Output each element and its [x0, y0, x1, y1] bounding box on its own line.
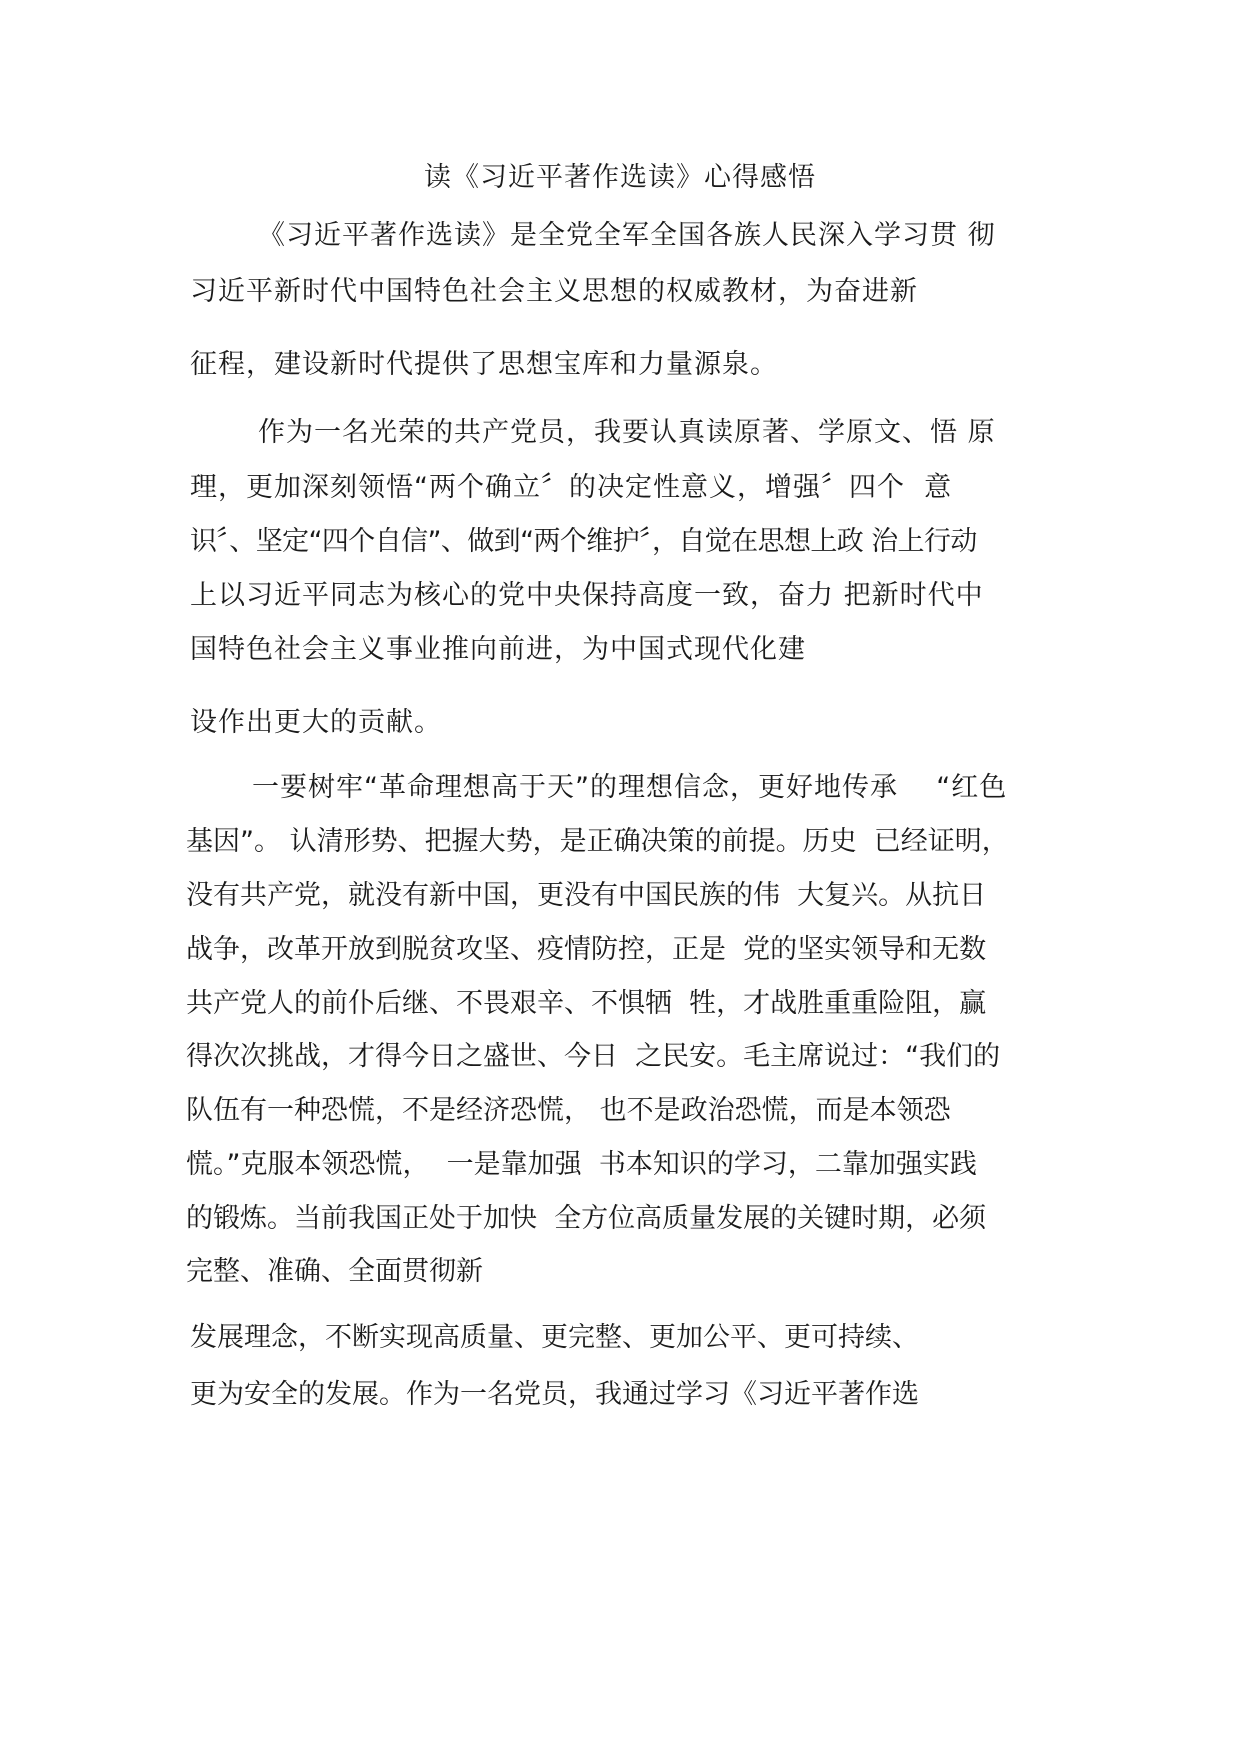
body-line: 共产党人的前仆后继、不畏艰辛、不惧牺 牲，才战胜重重险阻，赢: [186, 988, 987, 1019]
body-line: 完整、准确、全面贯彻新: [186, 1256, 483, 1287]
body-line: 习近平新时代中国特色社会主义思想的权威教材，为奋进新: [190, 276, 918, 307]
body-line: 队伍有一种恐慌，不是经济恐慌， 也不是政治恐慌，而是本领恐: [186, 1095, 951, 1126]
body-line: 征程，建设新时代提供了思想宝库和力量源泉。: [190, 349, 778, 380]
body-line: 慌。”克服本领恐慌， 一是靠加强 书本知识的学习，二靠加强实践: [186, 1149, 977, 1180]
body-line: 理，更加深刻领悟“两个确立〞的决定性意义，增强〞四个 意: [190, 472, 953, 503]
body-line: 的锻炼。当前我国正处于加快 全方位高质量发展的关键时期，必须: [186, 1203, 987, 1234]
body-line: 一要树牢“革命理想高于天”的理想信念，更好地传承 “红色: [252, 772, 1008, 803]
body-line: 没有共产党，就没有新中国，更没有中国民族的伟 大复兴。从抗日: [186, 880, 987, 911]
document-title: 读《习近平著作选读》心得感悟: [424, 162, 816, 193]
body-line: 发展理念，不断实现高质量、更完整、更加公平、更可持续、: [190, 1322, 919, 1353]
body-line: 基因”。 认清形势、把握大势，是正确决策的前提。历史 已经证明，: [186, 826, 1009, 857]
body-line: 作为一名光荣的共产党员，我要认真读原著、学原文、悟 原: [258, 417, 996, 448]
body-line: 战争，改革开放到脱贫攻坚、疫情防控，正是 党的坚实领导和无数: [186, 934, 987, 965]
body-line: 上以习近平同志为核心的党中央保持高度一致，奋力 把新时代中: [190, 580, 984, 611]
body-line: 得次次挑战，才得今日之盛世、今日 之民安。毛主席说过：“我们的: [186, 1041, 1001, 1072]
body-line: 《习近平著作选读》是全党全军全国各族人民深入学习贯 彻: [258, 220, 996, 251]
body-line: 国特色社会主义事业推向前进，为中国式现代化建: [190, 634, 806, 665]
body-line: 识〞、坚定“四个自信”、做到“两个维护〞，自觉在思想上政 治上行动: [190, 526, 977, 557]
body-line: 设作出更大的贡献。: [190, 707, 442, 738]
body-line: 更为安全的发展。作为一名党员，我通过学习《习近平著作选: [190, 1379, 919, 1410]
